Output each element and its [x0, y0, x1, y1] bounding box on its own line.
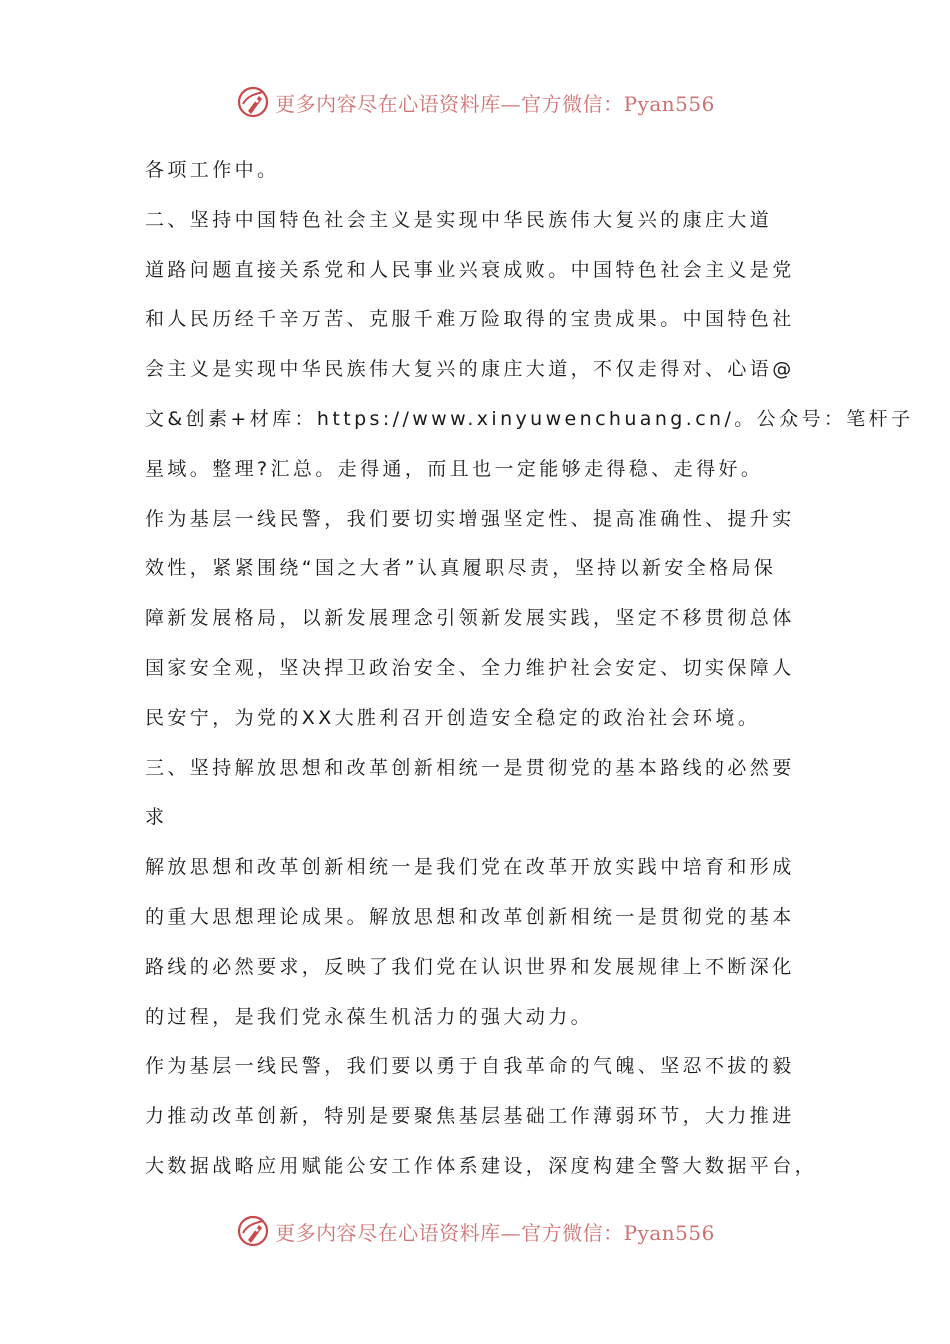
text-line: 道路问题直接关系党和人民事业兴衰成败。中国特色社会主义是党 [145, 258, 795, 281]
text-line: 作为基层一线民警，我们要以勇于自我革命的气魄、坚忍不拔的毅 [145, 1055, 795, 1078]
header-banner [0, 82, 950, 122]
header-separator: — [500, 91, 522, 116]
section-heading: 三、坚持解放思想和改革创新相统一是贯彻党的基本路线的必然要 [145, 756, 795, 779]
pen-nib-circle-icon [235, 84, 271, 120]
footer-separator: — [500, 1220, 522, 1245]
text-line: 作为基层一线民警，我们要切实增强坚定性、提高准确性、提升实 [145, 507, 795, 530]
section-heading: 求 [145, 806, 168, 829]
pen-nib-circle-icon [235, 1213, 271, 1249]
text-line: 力推动改革创新，特别是要聚焦基层基础工作薄弱环节，大力推进 [145, 1105, 795, 1128]
text-line: 障新发展格局，以新发展理念引领新发展实践，坚定不移贯彻总体 [145, 607, 795, 630]
section-heading: 二、坚持中国特色社会主义是实现中华民族伟大复兴的康庄大道 [145, 208, 773, 231]
text-line: 大数据战略应用赋能公安工作体系建设，深度构建全警大数据平台， [145, 1154, 818, 1177]
header-contact: 官方微信：Pyan556 [521, 91, 715, 116]
text-line: 和人民历经千辛万苦、克服千难万险取得的宝贵成果。中国特色社 [145, 308, 795, 331]
footer-text [275, 1217, 715, 1246]
footer-brand: 更多内容尽在心语资料库 [275, 1220, 501, 1245]
text-line: 的过程，是我们党永葆生机活力的强大动力。 [145, 1005, 594, 1028]
footer-contact: 官方微信：Pyan556 [521, 1220, 715, 1245]
text-line: 星域。整理?汇总。走得通，而且也一定能够走得稳、走得好。 [145, 457, 764, 480]
text-line: 民安宁，为党的XX大胜利召开创造安全稳定的政治社会环境。 [145, 706, 761, 729]
text-line: 解放思想和改革创新相统一是我们党在改革开放实践中培育和形成 [145, 856, 795, 879]
text-line: 效性，紧紧围绕“国之大者”认真履职尽责，坚持以新安全格局保 [145, 557, 777, 580]
text-line: 路线的必然要求，反映了我们党在认识世界和发展规律上不断深化 [145, 955, 795, 978]
footer-banner [0, 1211, 950, 1251]
text-line: 会主义是实现中华民族伟大复兴的康庄大道，不仅走得对、心语@ [145, 358, 795, 381]
text-line: 的重大思想理论成果。解放思想和改革创新相统一是贯彻党的基本 [145, 905, 795, 928]
text-line: 文&创素+材库：https://www.xinyuwenchuang.cn/。公众号：笔杆子 [145, 407, 914, 430]
header-text [275, 88, 715, 117]
document-body [145, 146, 914, 1192]
text-line: 各项工作中。 [145, 159, 280, 181]
header-brand: 更多内容尽在心语资料库 [275, 91, 501, 116]
text-line: 国家安全观，坚决捍卫政治安全、全力维护社会安定、切实保障人 [145, 656, 795, 679]
